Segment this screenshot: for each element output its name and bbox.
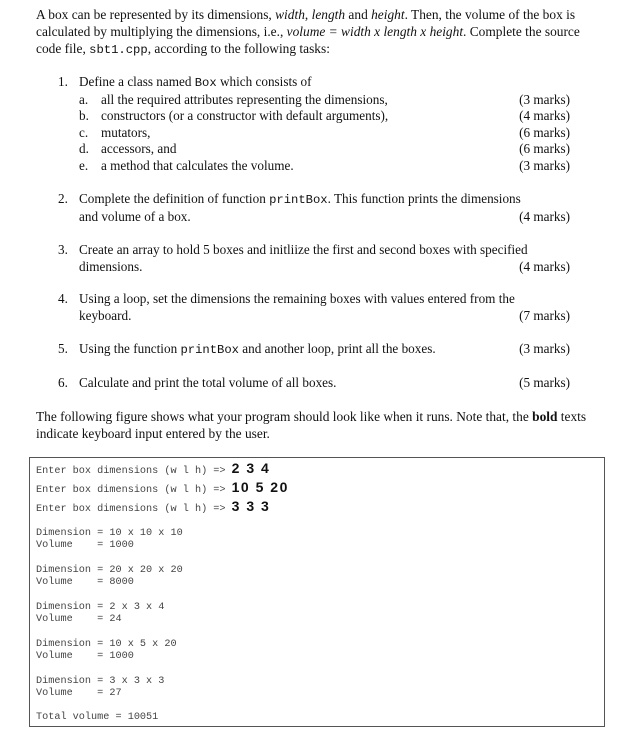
box-2-volume: Volume = 8000 — [36, 577, 134, 588]
box-5-dimension: Dimension = 3 x 3 x 3 — [36, 676, 165, 687]
figure-caption: The following figure shows what your program should look like when it runs. Note that, the bold texts indicate keyboard input entered by the user. — [36, 409, 587, 441]
intro-paragraph: A box can be represented by its dimensions, width, length and height. Then, the volume of the box is calculated by multiplying the dimensions, i.e., volume = width x length x height. Complete the source code file, sbt1.cpp, according to the following tasks: — [36, 7, 580, 57]
task-1-sub-c: c. mutators, (6 marks) — [79, 124, 570, 140]
task-3: 3. Create an array to hold 5 boxes and initliize the first and second boxes with specified dimensions. (4 marks) — [58, 242, 570, 274]
task-6: 6. Calculate and print the total volume of all boxes. (5 marks) — [58, 375, 570, 390]
task-5: 5. Using the function printBox and another loop, print all the boxes. (3 marks) — [58, 341, 570, 357]
task-1: 1. Define a class named Box which consists of a. all the required attributes representing the dimensions, (3 marks) b. constructors (or a constructor with default arguments), (4 marks) c. mutators, (6 marks) d. accessors, and (6 marks) e. a method that calculates the volume. (3 marks) — [58, 74, 570, 173]
box-1-dimension: Dimension = 10 x 10 x 10 — [36, 528, 183, 539]
task-2: 2. Complete the definition of function printBox. This function prints the dimensions and volume of a box. (4 marks) — [58, 191, 570, 224]
task-4: 4. Using a loop, set the dimensions the remaining boxes with values entered from the keyboard. (7 marks) — [58, 291, 570, 323]
prompt-line-1: Enter box dimensions (w l h) => 2 3 4 — [36, 460, 271, 477]
box-5-volume: Volume = 27 — [36, 688, 122, 699]
box-4-dimension: Dimension = 10 x 5 x 20 — [36, 639, 177, 650]
task-1-sub-b: b. constructors (or a constructor with default arguments), (4 marks) — [79, 108, 570, 123]
task-1-sub-e: e. a method that calculates the volume. (3 marks) — [79, 157, 570, 173]
box-1-volume: Volume = 1000 — [36, 540, 134, 551]
console-output — [29, 457, 605, 727]
box-4-volume: Volume = 1000 — [36, 651, 134, 662]
task-1-sub-d: d. accessors, and (6 marks) — [79, 141, 570, 156]
total-volume: Total volume = 10051 — [36, 712, 159, 723]
filename: sbt1.cpp — [89, 43, 148, 57]
prompt-line-3: Enter box dimensions (w l h) => 3 3 3 — [36, 498, 271, 515]
task-1-sub-a: a. all the required attributes representing the dimensions, (3 marks) — [79, 91, 570, 107]
prompt-line-2: Enter box dimensions (w l h) => 10 5 20 — [36, 479, 289, 496]
box-3-volume: Volume = 24 — [36, 614, 122, 625]
box-3-dimension: Dimension = 2 x 3 x 4 — [36, 602, 165, 613]
box-2-dimension: Dimension = 20 x 20 x 20 — [36, 565, 183, 576]
